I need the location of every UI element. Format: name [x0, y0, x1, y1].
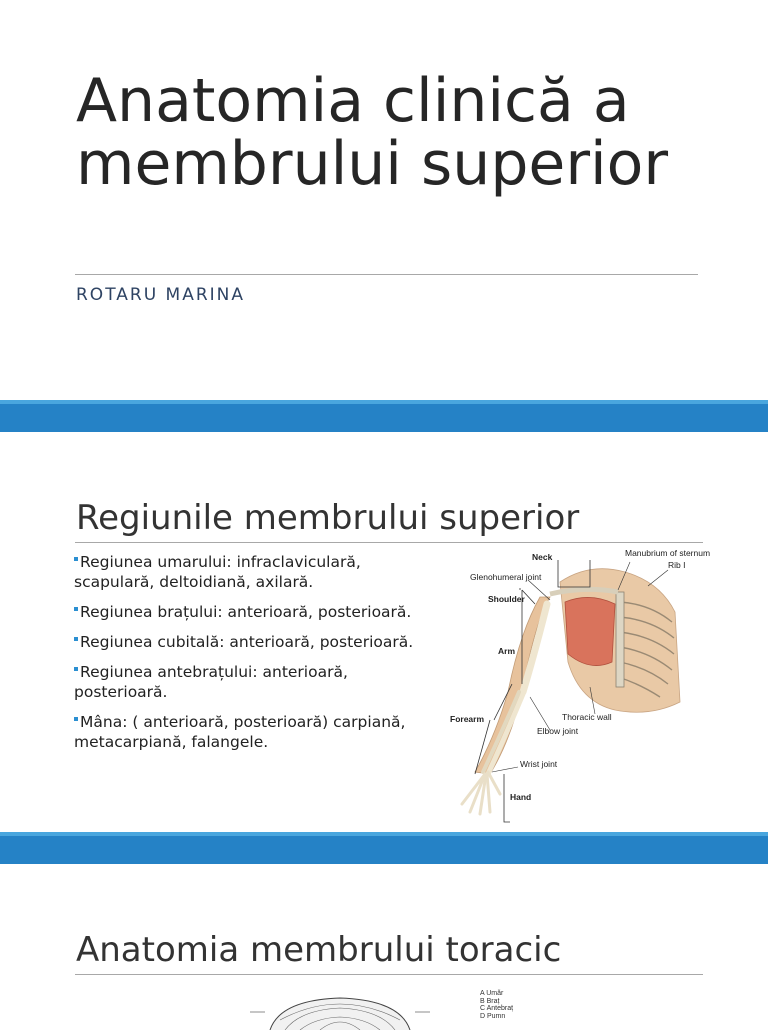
list-item: Mâna: ( anterioară, posterioară) carpiană, metacarpiană, falangele. — [74, 713, 406, 751]
list-item: Regiunea umarului: infraclaviculară, scapulară, deltoidiană, axilară. — [74, 553, 361, 591]
list-item: Regiunea antebrațului: anterioară, posterioară. — [74, 663, 348, 701]
label-elbow: Elbow joint — [537, 726, 579, 736]
anatomy-slide — [0, 864, 768, 1024]
slide-separator — [0, 400, 768, 432]
list-item: Regiunea brațului: anterioară, posterioară. — [74, 602, 434, 622]
legend-item: C Antebraț — [480, 1005, 514, 1012]
label-hand: Hand — [510, 792, 532, 802]
list-item: Regiunea cubitală: anterioară, posterioară. — [74, 632, 434, 652]
label-wrist: Wrist joint — [520, 759, 558, 769]
label-shoulder: Shoulder — [488, 594, 525, 604]
label-glenohumeral: Glenohumeral joint — [470, 572, 542, 582]
anatomy-heading: Anatomia membrului toracic — [76, 930, 562, 970]
legend-item: B Braț — [480, 997, 500, 1005]
title-divider — [75, 274, 698, 275]
label-manubrium: Manubrium of sternum — [625, 548, 711, 558]
presentation-title: Anatomia clinică a membrului superior — [76, 66, 669, 199]
bullet-icon — [74, 637, 78, 641]
regions-slide — [0, 432, 768, 832]
legend-item: D Pumn — [480, 1012, 506, 1020]
figure-legend — [480, 990, 513, 1020]
label-rib: Rib I — [668, 560, 686, 570]
bullet-icon — [74, 667, 78, 671]
label-neck: Neck — [532, 552, 553, 562]
upper-limb-illustration — [440, 542, 711, 827]
cross-section-illustration — [240, 990, 440, 1030]
label-forearm: Forearm — [450, 714, 485, 724]
title-slide — [0, 0, 768, 400]
author-name: ROTARU MARINA — [76, 285, 246, 305]
bullet-icon — [74, 607, 78, 611]
bullet-icon — [74, 717, 78, 721]
regions-list — [74, 552, 434, 762]
label-arm: Arm — [498, 646, 516, 656]
legend-item: A Umăr — [480, 990, 504, 997]
slide-separator — [0, 832, 768, 864]
bullet-icon — [74, 557, 78, 561]
label-thoracic-wall: Thoracic wall — [562, 712, 612, 722]
anatomy-divider — [75, 974, 703, 975]
regions-heading: Regiunile membrului superior — [76, 498, 580, 538]
